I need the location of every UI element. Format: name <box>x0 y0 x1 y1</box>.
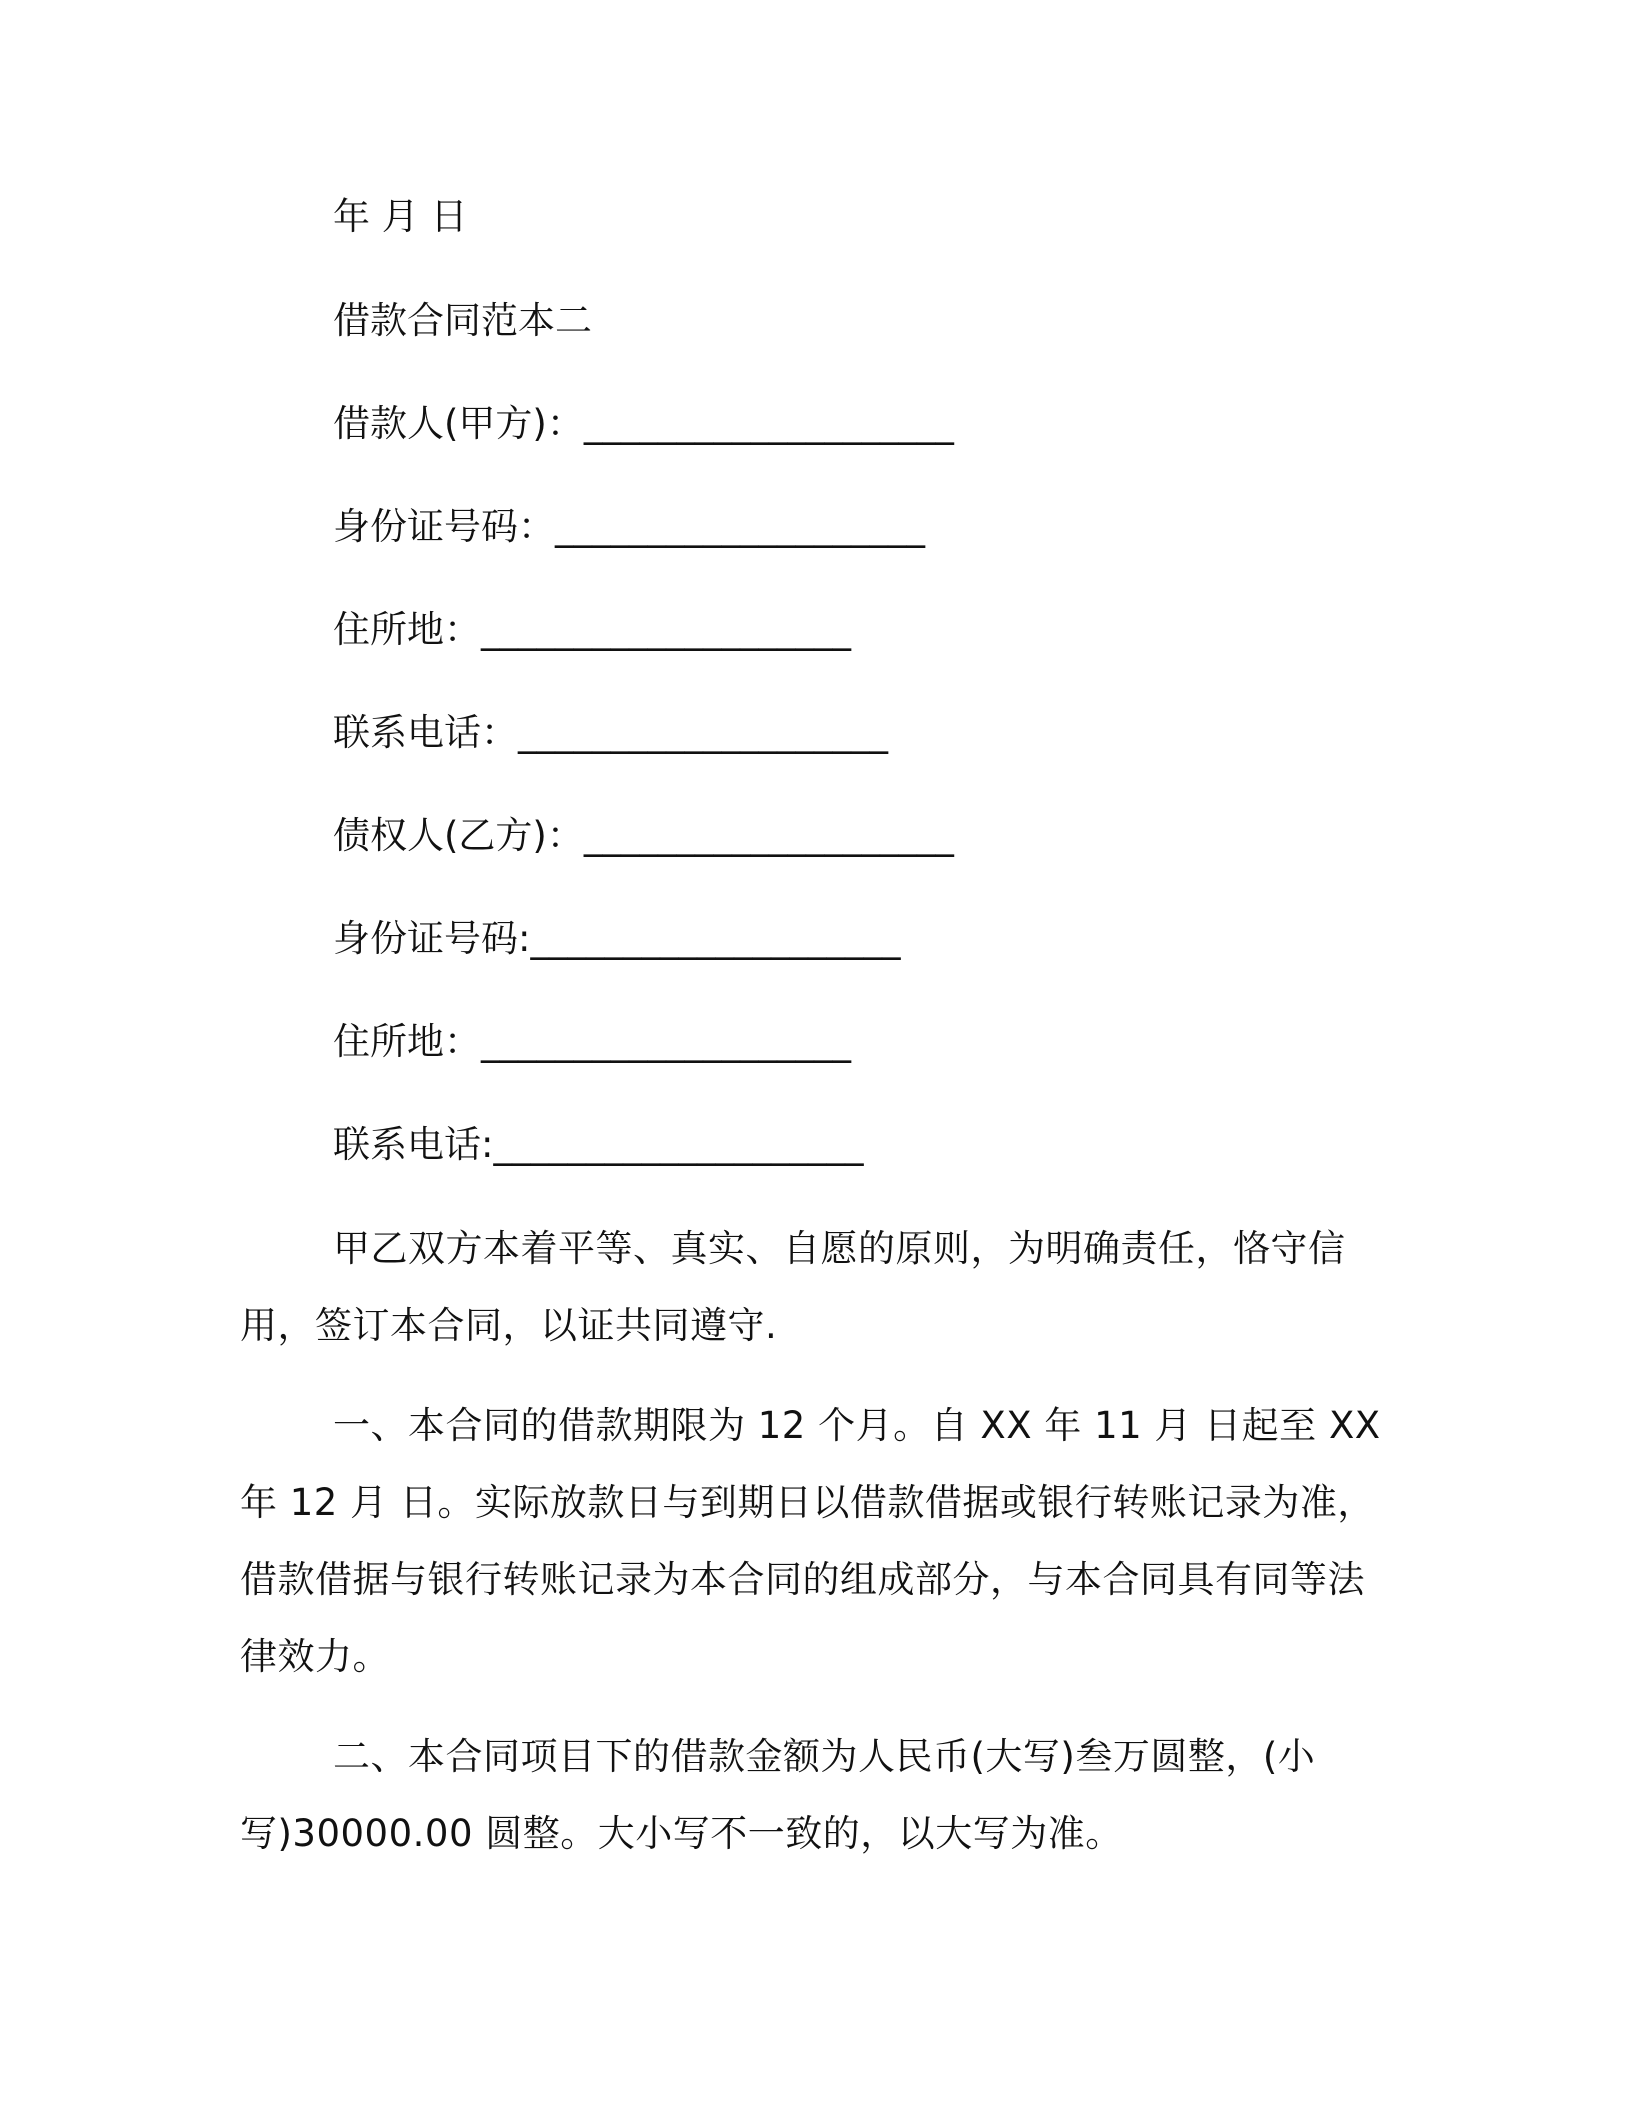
borrower-address-field: 住所地：____________________ <box>333 608 851 651</box>
borrower-phone-field: 联系电话：____________________ <box>333 711 888 754</box>
borrower-id-field: 身份证号码：____________________ <box>333 505 925 548</box>
lender-id-field: 身份证号码:____________________ <box>333 917 901 960</box>
lender-name-field: 债权人(乙方)：____________________ <box>333 814 954 857</box>
clause-two-paragraph: 二、本合同项目下的借款金额为人民币(大写)叁万圆整，(小写)30000.00 圆整。大小写不一致的，以大写为准。 <box>240 1735 1316 1855</box>
lender-phone-field: 联系电话:____________________ <box>333 1123 864 1166</box>
clause-one-paragraph: 一、本合同的借款期限为 12 个月。自 XX 年 11 月 日起至 XX 年 12 月 日。实际放款日与到期日以借款借据或银行转账记录为准，借款借据与银行转账记录为本合同的组成部分，与本合同具有同等法律效力。 <box>240 1404 1381 1678</box>
preamble-paragraph: 甲乙双方本着平等、真实、自愿的原则，为明确责任，恪守信用，签订本合同，以证共同遵守. <box>240 1227 1346 1347</box>
date-line: 年 月 日 <box>333 195 468 238</box>
lender-address-field: 住所地：____________________ <box>333 1020 851 1063</box>
document-title: 借款合同范本二 <box>333 299 592 342</box>
borrower-name-field: 借款人(甲方)：____________________ <box>333 402 954 445</box>
